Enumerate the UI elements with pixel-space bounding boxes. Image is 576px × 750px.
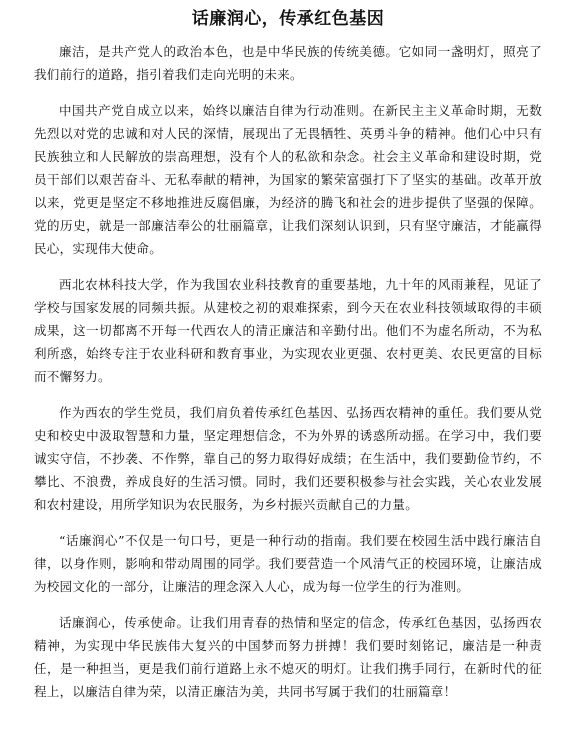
paragraph-1: 廉洁，是共产党人的政治本色，也是中华民族的传统美德。它如同一盏明灯，照亮了我们前行的道路，指引着我们走向光明的未来。 — [34, 44, 542, 82]
document-title: 话廉润心，传承红色基因 — [191, 9, 385, 29]
paragraph-3: 西北农林科技大学，作为我国农业科技教育的重要基地，九十年的风雨兼程，见证了学校与国家发展的同频共振。从建校之初的艰难探索，到今天在农业科技领域取得的丰硕成果，这一切都离不开每一代西农人的清正廉洁和辛勤付出。他们不为虚名所动，不为私利所惑，始终专注于农业科研和教育事业，为实现农业更强、农村更美、农民更富的目标而不懈努力。 — [34, 277, 542, 384]
paragraph-5: “话廉润心”不仅是一句口号，更是一种行动的指南。我们要在校园生活中践行廉洁自律，以身作则，影响和带动周围的同学。我们要营造一个风清气正的校园环境，让廉洁成为校园文化的一部分，让廉洁的理念深入人心，成为每一位学生的行为准则。 — [34, 533, 542, 594]
paragraph-6: 话廉润心，传承使命。让我们用青春的热情和坚定的信念，传承红色基因，弘扬西农精神，为实现中华民族伟大复兴的中国梦而努力拼搏！我们要时刻铭记，廉洁是一种责任，是一种担当，更是我们前行道路上永不熄灭的明灯。让我们携手同行，在新时代的征程上，以廉洁自律为荣，以清正廉洁为美，共同书写属于我们的壮丽篇章！ — [34, 615, 542, 699]
paragraph-2: 中国共产党自成立以来，始终以廉洁自律为行动准则。在新民主主义革命时期，无数先烈以对党的忠诚和对人民的深情，展现出了无畏牺牲、英勇斗争的精神。他们心中只有民族独立和人民解放的崇高理想，没有个人的私欲和杂念。社会主义革命和建设时期，党员干部们以艰苦奋斗、无私奉献的精神，为国家的繁荣富强打下了坚实的基础。改革开放以来，党更是坚定不移地推进反腐倡廉，为经济的腾飞和社会的进步提供了坚强的保障。党的历史，就是一部廉洁奉公的壮丽篇章，让我们深刻认识到，只有坚守廉洁，才能赢得民心，实现伟大使命。 — [34, 103, 542, 256]
paragraph-4: 作为西农的学生党员，我们肩负着传承红色基因、弘扬西农精神的重任。我们要从党史和校史中汲取智慧和力量，坚定理想信念，不为外界的诱惑所动摇。在学习中，我们要诚实守信，不抄袭、不作弊，靠自己的努力取得好成绩；在生活中，我们要勤俭节约，不攀比、不浪费，养成良好的生活习惯。同时，我们还要积极参与社会实践，关心农业发展和农村建设，用所学知识为农民服务，为乡村振兴贡献自己的力量。 — [34, 405, 542, 512]
